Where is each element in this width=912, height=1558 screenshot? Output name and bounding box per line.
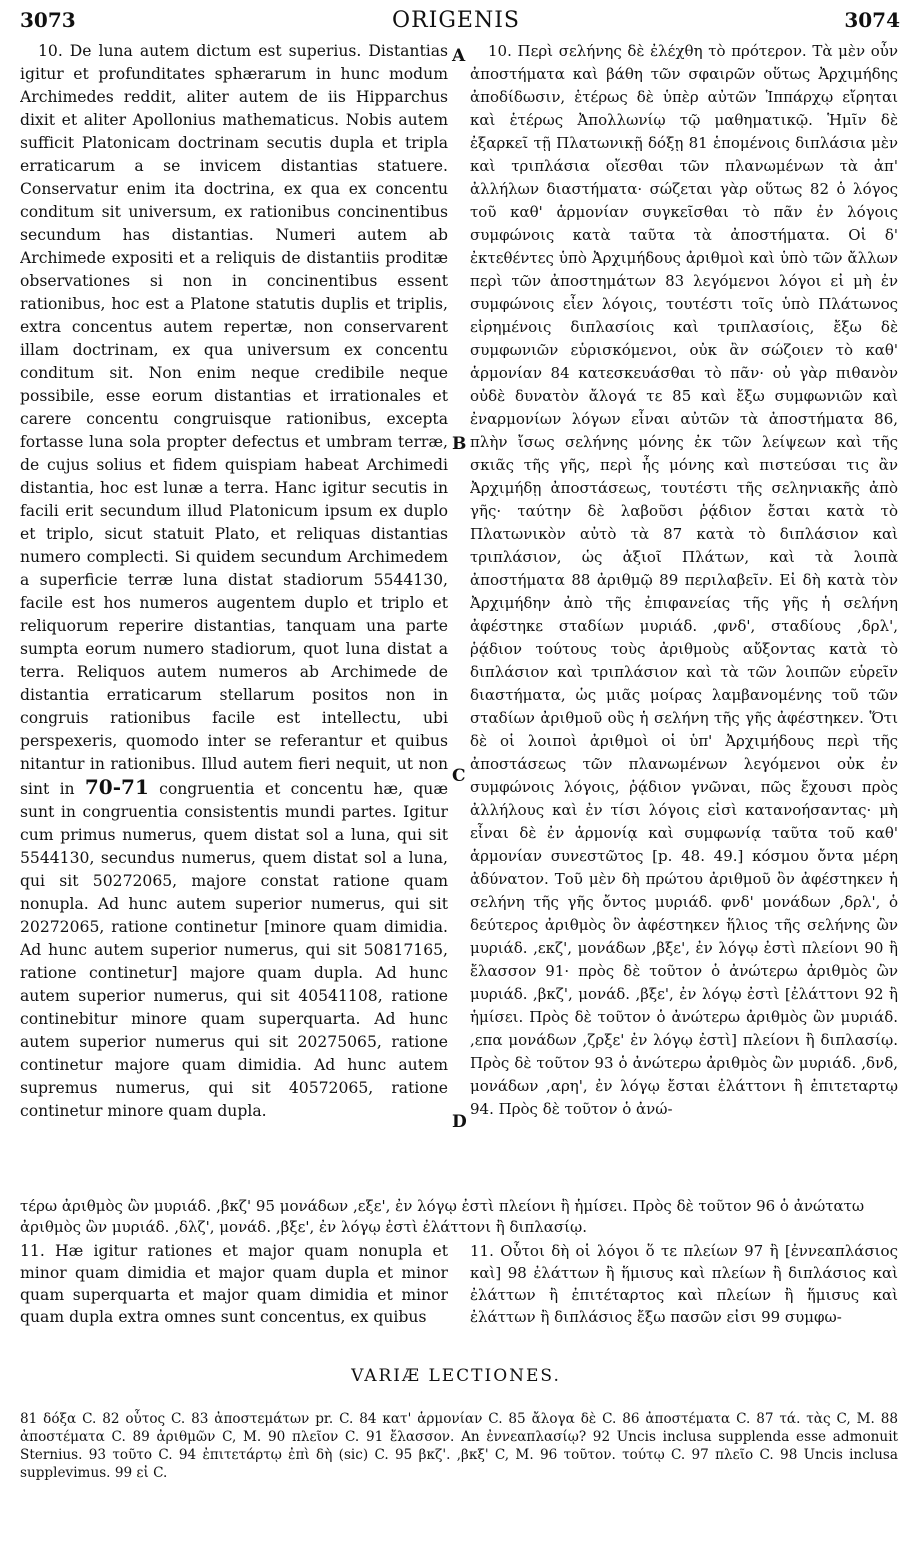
margin-mark-b: B	[452, 434, 467, 454]
greek-paragraph-10: 10. Περὶ σελήνης δὲ ἐλέχθη τὸ πρότερον. Τὰ μὲν οὖν ἀποστήματα καὶ βάθη τῶν σφαιρῶν οὕτως Ἀρχιμήδης ἀποδίδωσιν, ἑτέρως δὲ ὑπὲρ αὐτῶν Ἱππάρχῳ εἴρηται καὶ ἑτέρως Ἀπολλωνίῳ τῷ μαθηματικῷ. Ἡμῖν δὲ ἐξαρκεῖ τῇ Πλατωνικῇ δόξῃ 81 ἑπομένοις διπλάσια μὲν καὶ τριπλάσια οἴεσθαι τῶν πλανωμένων τὰ ἀπ' ἀλλήλων διαστήματα· σώζεται γὰρ οὕτως 82 ὁ λόγος τοῦ καθ' ἁρμονίαν συγκεῖσθαι τὸ πᾶν ἐν λόγοις συμφώνοις κατὰ ταῦτα τὰ ἀποστήματα. Οἱ δ' ἐκτεθέντες ὑπὸ Ἀρχιμήδους ἀριθμοὶ καὶ ὑπὸ τῶν ἄλλων περὶ τῶν ἀποστημάτων 83 λεγόμενοι λόγοι εἰ μὴ ἐν συμφώνοις εἶεν λόγοις, τουτέστι τοῖς ὑπὸ Πλάτωνος εἰρημένοις διπλασίοις καὶ τριπλασίοις, ἔξω δὲ συμφωνιῶν εὑρισκόμενοι, οὐκ ἂν σώζοιεν τὸ καθ' ἁρμονίαν 84 κατεσκευάσθαι τὸ πᾶν· οὐ γὰρ πιθανὸν οὐδὲ δυνατὸν ἄλογά τε 85 καὶ ἔξω συμφωνιῶν καὶ ἐναρμονίων λόγων εἶναι αὐτῶν τὰ ἀποστήματα 86, πλὴν ἴσως σελήνης μόνης ἐκ τῶν λείψεων καὶ τῆς σκιᾶς τῆς γῆς, περὶ ἧς μόνης καὶ πιστεύσαι τις ἂν Ἀρχιμήδῃ ἀποστάσεως, τουτέστι τῆς σεληνιακῆς ἀπὸ γῆς· ταύτην δὲ λαβοῦσι ῥᾴδιον ἔσται κατὰ τὸ Πλατωνικὸν αὐτὸ τὰ 87 κατὰ τὸ διπλάσιον καὶ τριπλάσιον, ὡς ἀξιοῖ Πλάτων, καὶ τὰ λοιπὰ ἀποστήματα 88 ἀριθμῷ 89 περιλαβεῖν. Εἰ δὴ κατὰ τὸν Ἀρχιμήδην ἀπὸ τῆς ἐπιφανείας τῆς γῆς ἡ σελήνη ἀφέστηκε σταδίων μυριάδ. ,φνδ', σταδίους ,δρλ', ῥᾴδιον τούτους τοὺς ἀριθμοὺς αὔξοντας κατὰ τὸ διπλάσιον καὶ τριπλάσιον καὶ τὰ τῶν λοιπῶν εὑρεῖν διαστήματα, ὡς μιᾶς μοίρας λαμβανομένης τοῦ τῶν σταδίων ἀριθμοῦ οὓς ἡ σελήνη τῆς γῆς ἀφέστηκεν. Ὅτι δὲ οἱ λοιποὶ ἀριθμοὶ οἱ ὑπ' Ἀρχιμήδους περὶ τῆς ἀποστάσεως τῶν πλανωμένων λεγόμενοι οὐκ ἐν συμφώνοις λόγοις, ῥᾴδιον γνῶναι, πῶς ἔχουσι πρὸς ἀλλήλους καὶ ἐν τίσι λόγοις εἰσὶ κατανοήσαντας· μὴ εἶναι δὲ ἐν ἁρμονίᾳ καὶ συμφωνίᾳ ταῦτα τοῦ καθ' ἁρμονίαν συνεστῶτος [p. 48. 49.] κόσμου ὄντα μέρη ἀδύνατον. Τοῦ μὲν δὴ πρώτου ἀριθμοῦ ὃν ἀφέστηκεν ἡ σελήνη τῆς γῆς ὄντος μυριάδ. φνδ' μονάδων ,δρλ', ὁ δεύτερος ἀριθμὸς ὃν ἀφέστηκεν ἥλιος τῆς σελήνης ὢν μυριάδ. ,εκζ', μονάδων ,βξε', ἐν λόγῳ ἐστὶ πλείονι 90 ἢ ἔλασσον 91· πρὸς δὲ τοῦτον ὁ ἀνώτερω ἀριθμὸς ὢν μυριάδ. ,βκζ', μονάδ. ,βξε', ἐν λόγῳ ἐστὶ [ἐλάττονι 92 ἢ ἡμίσει. Πρὸς δὲ τοῦτον ὁ ἀνώτερω ἀριθμὸς ὢν μυριάδ. ,επα μονάδων ,ζρξε' ἐν λόγῳ ἐστὶ] πλείονι ἢ διπλασίῳ. Πρὸς δὲ τοῦτον 93 ὁ ἀνώτερω ἀριθμὸς ὢν μυριάδ. ,δνδ, μονάδων ,αρη', ἐν λόγῳ ἔσται ἐλάττονι ἢ ἐπιτεταρτῳ 94. Πρὸς δὲ τοῦτον ὁ ἀνώ-	[470, 42, 898, 1118]
page-number-left: 3073	[20, 8, 76, 32]
greek-paragraph-11: 11. Οὗτοι δὴ οἱ λόγοι ὅ τε πλείων 97 ἢ [ἐννεαπλάσιος καὶ] 98 ἐλάττων ἢ ἥμισυς καὶ πλείων ἢ διπλάσιος καὶ ἐλάττων ἢ ἐπιτέταρτος καὶ πλείων ἢ ἥμισυς καὶ ἐλάττων ἢ διπλάσιος ἔξω πασῶν εἰσι 99 συμφω-	[470, 1242, 898, 1326]
margin-mark-c: C	[452, 766, 466, 786]
latin-paragraph-11: 11. Hæ igitur rationes et major quam nonupla et minor quam dimidia et major quam dupla et minor quam superquarta et major quam dimidia et minor quam dupla extra omnes sunt concentus, ex quibus	[20, 1242, 448, 1326]
latin-paragraph-10-text: 10. De luna autem dictum est superius. Distantias igitur et profunditates sphærarum in hunc modum Archimedes reddit, aliter autem de iis Hipparchus dixit et aliter Apollonius mathematicus. Nobis autem sufficit Platonicam doctrinam secutis dupla et tripla erraticarum a se invicem distantias statuere. Conservatur enim ita doctrina, ex qua ex concentu conditum sit universum, ex rationibus concinentibus secundum has distantias. Numeri autem ab Archimede expositi et a reliquis de distantiis proditæ observationes si non in concinentibus essent rationibus, hoc est a Platone statutis duplis et triplis, extra concentus autem repertæ, non conservarent illam doctrinam, ex qua universum ex concentu conditum sit. Non enim neque credibile neque possibile, esse eorum distantias et irrationales et carere concentu congruisque rationibus, excepta fortasse luna sola propter defectus et umbram terræ, de cujus solius et fidem quispiam habeat Archimedi distantia, hoc est lunæ a terra. Hanc igitur secutis in facili erit secundum illud Platonicum ipsum ex duplo et triplo, sicut statuit Plato, et reliquas distantias numero complecti. Si quidem secundum Archimedem a superficie terræ luna distat stadiorum 5544130, facile est hos numeros augentem duplo et triplo et reliquorum reperire distantias, tanquam una parte sumpta eorum numero stadiorum, quot luna distat a terra. Reliquos autem numeros ab Archimede de distantia erraticarum stellarum positos non in congruis rationibus facile est intellectu, ubi perspexeris, quomodo inter se referantur et quibus nitantur in rationibus. Illud autem fieri nequit, ut non sint in	[20, 42, 448, 798]
margin-mark-d: D	[452, 1112, 467, 1132]
latin-paragraph-10-continued: congruentia et concentu hæ, quæ sunt in congruentia consistentis mundi partes. Igitur cum primus numerus, quem distat sol a luna, qui sit 5544130, secundus numerus, quem distat sol a luna, qui sit 50272065, majore constat ratione quam nonupla. Ad hunc autem superior numerus, qui sit 20272065, ratione continetur [minore quam dimidia. Ad hunc autem superior numerus, qui sit 50817165, ratione continetur] majore quam dupla. Ad hunc autem superior numerus, qui sit 40541108, ratione continebitur minore quam superquarta. Ad hunc autem superior numerus qui sit 20275065, ratione continetur majore quam dimidia. Ad hunc autem supremus numerus, qui sit 40572065, ratione continetur minore quam dupla.	[20, 780, 448, 1120]
greek-column	[470, 40, 898, 1192]
page-header	[0, 8, 912, 38]
variae-lectiones-title: VARIÆ LECTIONES.	[351, 1366, 561, 1386]
bold-page-reference: 70-71	[84, 775, 149, 799]
latin-paragraph-10	[20, 40, 448, 1123]
notes-text: 81 δόξα C. 82 οὗτος C. 83 ἀποστεμάτων pr. C. 84 κατ' ἁρμονίαν C. 85 ἄλογα δὲ C. 86 ἀποστέματα C. 87 τά. τὰς C, M. 88 ἀποστέματα C. 89 ἀριθμῶν C, M. 90 πλεῖον C. 91 ἔλασσον. An ἐννεαπλασίῳ? 92 Uncis inclusa supplenda esse admonuit Sternius. 93 τοῦτο C. 94 ἐπιτετάρτῳ ἐπὶ δὴ (sic) C. 95 βκζ'. ,βκξ' C, M. 96 τοῦτον. τούτῳ C. 97 πλεῖο C. 98 Uncis inclusa supplevimus. 99 εἰ C.	[20, 1411, 898, 1481]
latin-column	[20, 40, 448, 1192]
margin-mark-a: A	[452, 46, 466, 66]
variant-readings-notes	[20, 1410, 898, 1482]
page-number-right: 3074	[844, 8, 900, 32]
running-title: ORIGENIS	[392, 8, 520, 33]
full-width-greek-line: τέρω ἀριθμὸς ὢν μυριάδ. ,βκζ' 95 μονάδων ,εξε', ἐν λόγῳ ἐστὶ πλείονι ἢ ἡμίσει. Πρὸς δὲ τοῦτον 96 ὁ ἀνώτατω ἀριθμὸς ὢν μυριάδ. ,δλζ', μονάδ. ,βξε', ἐν λόγῳ ἐστὶ ἐλάττονι ἢ διπλασίῳ.	[20, 1197, 865, 1236]
